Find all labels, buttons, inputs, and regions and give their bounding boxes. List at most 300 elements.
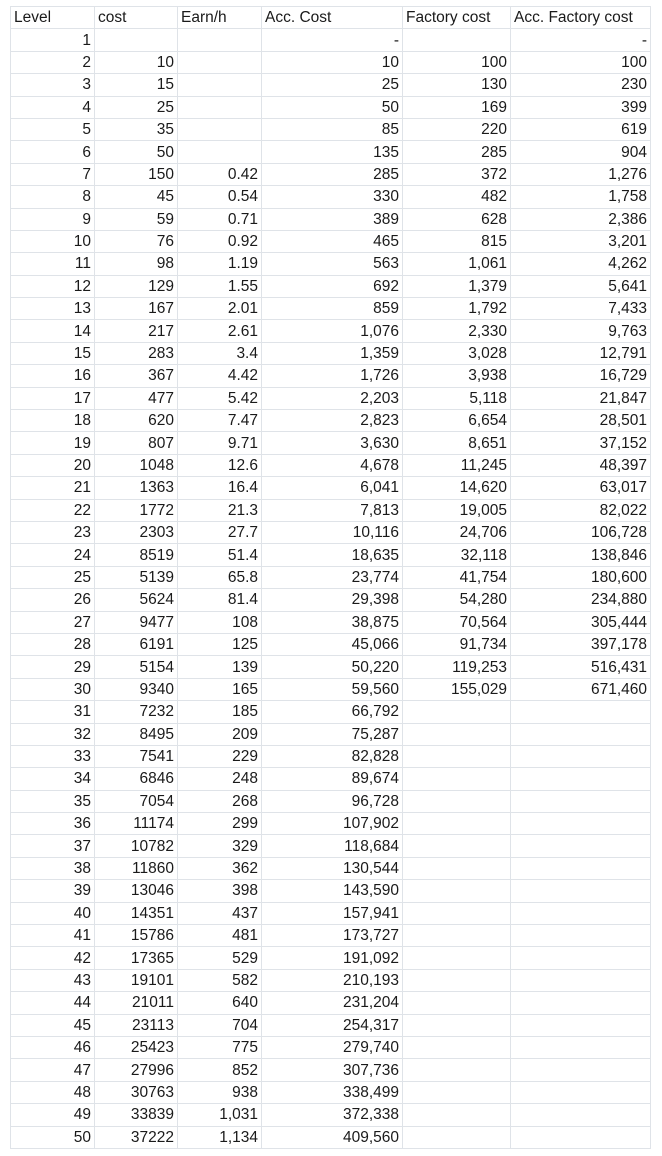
cell-earn-per-hour[interactable]: 27.7: [178, 521, 262, 543]
cell-cost[interactable]: 8519: [95, 544, 178, 566]
cell-earn-per-hour[interactable]: 775: [178, 1036, 262, 1058]
cell-level[interactable]: 47: [11, 1059, 95, 1081]
cell-acc-factory-cost[interactable]: [511, 790, 651, 812]
cell-cost[interactable]: 167: [95, 298, 178, 320]
cell-acc-factory-cost[interactable]: 28,501: [511, 410, 651, 432]
cell-level[interactable]: 17: [11, 387, 95, 409]
cell-factory-cost[interactable]: [403, 790, 511, 812]
cell-acc-cost[interactable]: -: [262, 29, 403, 51]
cell-factory-cost[interactable]: [403, 29, 511, 51]
cell-level[interactable]: 42: [11, 947, 95, 969]
cell-acc-factory-cost[interactable]: [511, 813, 651, 835]
cell-acc-cost[interactable]: 50,220: [262, 656, 403, 678]
cell-factory-cost[interactable]: [403, 768, 511, 790]
cell-acc-cost[interactable]: 7,813: [262, 499, 403, 521]
cell-level[interactable]: 32: [11, 723, 95, 745]
cell-earn-per-hour[interactable]: 12.6: [178, 454, 262, 476]
cell-earn-per-hour[interactable]: 640: [178, 992, 262, 1014]
cell-level[interactable]: 27: [11, 611, 95, 633]
cell-acc-cost[interactable]: 859: [262, 298, 403, 320]
cell-earn-per-hour[interactable]: 0.71: [178, 208, 262, 230]
cell-cost[interactable]: 8495: [95, 723, 178, 745]
cell-acc-cost[interactable]: 89,674: [262, 768, 403, 790]
cell-level[interactable]: 12: [11, 275, 95, 297]
cell-cost[interactable]: 1048: [95, 454, 178, 476]
cell-factory-cost[interactable]: 41,754: [403, 566, 511, 588]
cell-acc-factory-cost[interactable]: [511, 1104, 651, 1126]
cell-acc-cost[interactable]: 231,204: [262, 992, 403, 1014]
cell-earn-per-hour[interactable]: 1.55: [178, 275, 262, 297]
cell-factory-cost[interactable]: 6,654: [403, 410, 511, 432]
cell-level[interactable]: 49: [11, 1104, 95, 1126]
cell-earn-per-hour[interactable]: 229: [178, 745, 262, 767]
cell-level[interactable]: 40: [11, 902, 95, 924]
cell-acc-factory-cost[interactable]: 516,431: [511, 656, 651, 678]
cell-acc-cost[interactable]: 45,066: [262, 633, 403, 655]
cell-cost[interactable]: 17365: [95, 947, 178, 969]
cell-cost[interactable]: 45: [95, 186, 178, 208]
cell-acc-cost[interactable]: 692: [262, 275, 403, 297]
cell-acc-factory-cost[interactable]: [511, 925, 651, 947]
cell-cost[interactable]: 37222: [95, 1126, 178, 1148]
cell-acc-cost[interactable]: 210,193: [262, 969, 403, 991]
cell-level[interactable]: 45: [11, 1014, 95, 1036]
cell-earn-per-hour[interactable]: 248: [178, 768, 262, 790]
cell-acc-factory-cost[interactable]: [511, 1059, 651, 1081]
cell-acc-factory-cost[interactable]: 7,433: [511, 298, 651, 320]
cell-acc-cost[interactable]: 1,359: [262, 342, 403, 364]
cell-earn-per-hour[interactable]: 2.01: [178, 298, 262, 320]
cell-cost[interactable]: 19101: [95, 969, 178, 991]
cell-cost[interactable]: 7232: [95, 701, 178, 723]
cell-cost[interactable]: 5624: [95, 589, 178, 611]
header-acc-cost[interactable]: Acc. Cost: [262, 7, 403, 29]
cell-earn-per-hour[interactable]: 16.4: [178, 477, 262, 499]
cell-acc-factory-cost[interactable]: 3,201: [511, 230, 651, 252]
cell-earn-per-hour[interactable]: 299: [178, 813, 262, 835]
cell-cost[interactable]: 129: [95, 275, 178, 297]
cell-acc-cost[interactable]: 75,287: [262, 723, 403, 745]
cell-acc-factory-cost[interactable]: 100: [511, 51, 651, 73]
cell-cost[interactable]: 21011: [95, 992, 178, 1014]
cell-acc-factory-cost[interactable]: 21,847: [511, 387, 651, 409]
cell-factory-cost[interactable]: 119,253: [403, 656, 511, 678]
cell-earn-per-hour[interactable]: [178, 141, 262, 163]
cell-cost[interactable]: 807: [95, 432, 178, 454]
cell-acc-factory-cost[interactable]: [511, 1014, 651, 1036]
cell-acc-cost[interactable]: 85: [262, 118, 403, 140]
cell-cost[interactable]: 35: [95, 118, 178, 140]
cell-acc-factory-cost[interactable]: [511, 1081, 651, 1103]
cell-acc-cost[interactable]: 254,317: [262, 1014, 403, 1036]
cell-acc-factory-cost[interactable]: [511, 723, 651, 745]
cell-acc-factory-cost[interactable]: 1,758: [511, 186, 651, 208]
cell-factory-cost[interactable]: [403, 902, 511, 924]
cell-factory-cost[interactable]: 169: [403, 96, 511, 118]
cell-factory-cost[interactable]: [403, 1126, 511, 1148]
cell-acc-factory-cost[interactable]: 1,276: [511, 163, 651, 185]
cell-level[interactable]: 13: [11, 298, 95, 320]
cell-earn-per-hour[interactable]: 165: [178, 678, 262, 700]
cell-acc-cost[interactable]: 409,560: [262, 1126, 403, 1148]
cell-earn-per-hour[interactable]: [178, 29, 262, 51]
cell-cost[interactable]: 15: [95, 74, 178, 96]
cell-earn-per-hour[interactable]: 1,134: [178, 1126, 262, 1148]
cell-acc-factory-cost[interactable]: [511, 969, 651, 991]
cell-level[interactable]: 41: [11, 925, 95, 947]
cell-acc-factory-cost[interactable]: [511, 745, 651, 767]
cell-factory-cost[interactable]: [403, 880, 511, 902]
cell-level[interactable]: 48: [11, 1081, 95, 1103]
cell-earn-per-hour[interactable]: 185: [178, 701, 262, 723]
cell-factory-cost[interactable]: 815: [403, 230, 511, 252]
cell-factory-cost[interactable]: [403, 723, 511, 745]
cell-earn-per-hour[interactable]: 268: [178, 790, 262, 812]
cell-acc-cost[interactable]: 285: [262, 163, 403, 185]
cell-acc-cost[interactable]: 465: [262, 230, 403, 252]
cell-level[interactable]: 11: [11, 253, 95, 275]
cell-cost[interactable]: 50: [95, 141, 178, 163]
cell-cost[interactable]: 76: [95, 230, 178, 252]
cell-factory-cost[interactable]: [403, 1036, 511, 1058]
cell-level[interactable]: 26: [11, 589, 95, 611]
cell-level[interactable]: 6: [11, 141, 95, 163]
cell-acc-cost[interactable]: 330: [262, 186, 403, 208]
cell-factory-cost[interactable]: [403, 1059, 511, 1081]
cell-level[interactable]: 36: [11, 813, 95, 835]
cell-factory-cost[interactable]: [403, 947, 511, 969]
cell-factory-cost[interactable]: [403, 835, 511, 857]
cell-earn-per-hour[interactable]: 3.4: [178, 342, 262, 364]
cell-acc-cost[interactable]: 29,398: [262, 589, 403, 611]
cell-level[interactable]: 33: [11, 745, 95, 767]
cell-acc-cost[interactable]: 338,499: [262, 1081, 403, 1103]
cell-acc-factory-cost[interactable]: 305,444: [511, 611, 651, 633]
cell-level[interactable]: 3: [11, 74, 95, 96]
cell-factory-cost[interactable]: 1,061: [403, 253, 511, 275]
cell-level[interactable]: 50: [11, 1126, 95, 1148]
cell-acc-factory-cost[interactable]: 230: [511, 74, 651, 96]
cell-factory-cost[interactable]: 70,564: [403, 611, 511, 633]
cell-acc-cost[interactable]: 563: [262, 253, 403, 275]
cell-cost[interactable]: 1772: [95, 499, 178, 521]
cell-earn-per-hour[interactable]: 209: [178, 723, 262, 745]
cell-acc-cost[interactable]: 1,076: [262, 320, 403, 342]
cell-earn-per-hour[interactable]: 398: [178, 880, 262, 902]
cell-cost[interactable]: 6846: [95, 768, 178, 790]
cell-level[interactable]: 18: [11, 410, 95, 432]
cell-factory-cost[interactable]: 32,118: [403, 544, 511, 566]
cell-acc-cost[interactable]: 1,726: [262, 365, 403, 387]
cell-factory-cost[interactable]: 1,792: [403, 298, 511, 320]
cell-cost[interactable]: 9340: [95, 678, 178, 700]
cell-level[interactable]: 8: [11, 186, 95, 208]
cell-acc-cost[interactable]: 38,875: [262, 611, 403, 633]
cell-cost[interactable]: [95, 29, 178, 51]
cell-acc-factory-cost[interactable]: [511, 880, 651, 902]
cell-level[interactable]: 34: [11, 768, 95, 790]
cell-acc-cost[interactable]: 10: [262, 51, 403, 73]
cell-acc-factory-cost[interactable]: [511, 835, 651, 857]
cell-acc-factory-cost[interactable]: 48,397: [511, 454, 651, 476]
cell-level[interactable]: 39: [11, 880, 95, 902]
cell-acc-cost[interactable]: 10,116: [262, 521, 403, 543]
cell-level[interactable]: 1: [11, 29, 95, 51]
header-earn-per-hour[interactable]: Earn/h: [178, 7, 262, 29]
cell-earn-per-hour[interactable]: 529: [178, 947, 262, 969]
cell-factory-cost[interactable]: 1,379: [403, 275, 511, 297]
cell-factory-cost[interactable]: [403, 925, 511, 947]
cell-factory-cost[interactable]: 628: [403, 208, 511, 230]
cell-cost[interactable]: 10782: [95, 835, 178, 857]
cell-factory-cost[interactable]: 5,118: [403, 387, 511, 409]
cell-acc-factory-cost[interactable]: [511, 902, 651, 924]
cell-earn-per-hour[interactable]: 21.3: [178, 499, 262, 521]
cell-acc-factory-cost[interactable]: [511, 768, 651, 790]
cell-factory-cost[interactable]: [403, 1104, 511, 1126]
cell-earn-per-hour[interactable]: [178, 74, 262, 96]
cell-earn-per-hour[interactable]: 139: [178, 656, 262, 678]
cell-earn-per-hour[interactable]: 0.54: [178, 186, 262, 208]
cell-acc-cost[interactable]: 157,941: [262, 902, 403, 924]
cell-cost[interactable]: 23113: [95, 1014, 178, 1036]
cell-earn-per-hour[interactable]: 852: [178, 1059, 262, 1081]
cell-acc-factory-cost[interactable]: 4,262: [511, 253, 651, 275]
cell-factory-cost[interactable]: 24,706: [403, 521, 511, 543]
cell-factory-cost[interactable]: [403, 745, 511, 767]
cell-cost[interactable]: 11174: [95, 813, 178, 835]
header-level[interactable]: Level: [11, 7, 95, 29]
cell-earn-per-hour[interactable]: 51.4: [178, 544, 262, 566]
cell-acc-cost[interactable]: 279,740: [262, 1036, 403, 1058]
cell-earn-per-hour[interactable]: 938: [178, 1081, 262, 1103]
cell-factory-cost[interactable]: [403, 1081, 511, 1103]
cell-acc-factory-cost[interactable]: 82,022: [511, 499, 651, 521]
cell-level[interactable]: 37: [11, 835, 95, 857]
cell-factory-cost[interactable]: 19,005: [403, 499, 511, 521]
cell-factory-cost[interactable]: [403, 701, 511, 723]
cell-level[interactable]: 14: [11, 320, 95, 342]
cell-factory-cost[interactable]: 100: [403, 51, 511, 73]
cell-acc-cost[interactable]: 82,828: [262, 745, 403, 767]
cell-acc-cost[interactable]: 191,092: [262, 947, 403, 969]
cell-acc-cost[interactable]: 3,630: [262, 432, 403, 454]
cell-level[interactable]: 20: [11, 454, 95, 476]
cell-acc-factory-cost[interactable]: 63,017: [511, 477, 651, 499]
cell-factory-cost[interactable]: [403, 1014, 511, 1036]
cell-earn-per-hour[interactable]: 7.47: [178, 410, 262, 432]
cell-level[interactable]: 43: [11, 969, 95, 991]
cell-factory-cost[interactable]: 91,734: [403, 633, 511, 655]
cell-factory-cost[interactable]: 130: [403, 74, 511, 96]
cell-cost[interactable]: 2303: [95, 521, 178, 543]
cell-level[interactable]: 16: [11, 365, 95, 387]
cell-acc-factory-cost[interactable]: [511, 1036, 651, 1058]
cell-earn-per-hour[interactable]: 329: [178, 835, 262, 857]
cell-factory-cost[interactable]: 8,651: [403, 432, 511, 454]
header-cost[interactable]: cost: [95, 7, 178, 29]
cell-acc-factory-cost[interactable]: 5,641: [511, 275, 651, 297]
cell-factory-cost[interactable]: [403, 992, 511, 1014]
cell-cost[interactable]: 5154: [95, 656, 178, 678]
cell-cost[interactable]: 367: [95, 365, 178, 387]
cell-cost[interactable]: 7541: [95, 745, 178, 767]
cell-acc-cost[interactable]: 118,684: [262, 835, 403, 857]
cell-acc-cost[interactable]: 143,590: [262, 880, 403, 902]
cell-earn-per-hour[interactable]: 2.61: [178, 320, 262, 342]
cell-acc-factory-cost[interactable]: 671,460: [511, 678, 651, 700]
cell-acc-cost[interactable]: 135: [262, 141, 403, 163]
cell-acc-factory-cost[interactable]: 106,728: [511, 521, 651, 543]
cell-cost[interactable]: 217: [95, 320, 178, 342]
cell-acc-cost[interactable]: 18,635: [262, 544, 403, 566]
cell-acc-factory-cost[interactable]: 399: [511, 96, 651, 118]
cell-acc-factory-cost[interactable]: [511, 701, 651, 723]
cell-earn-per-hour[interactable]: 582: [178, 969, 262, 991]
cell-cost[interactable]: 6191: [95, 633, 178, 655]
cell-acc-cost[interactable]: 59,560: [262, 678, 403, 700]
cell-acc-factory-cost[interactable]: [511, 992, 651, 1014]
cell-level[interactable]: 21: [11, 477, 95, 499]
cell-earn-per-hour[interactable]: 4.42: [178, 365, 262, 387]
cell-earn-per-hour[interactable]: 0.92: [178, 230, 262, 252]
cell-level[interactable]: 2: [11, 51, 95, 73]
cell-acc-factory-cost[interactable]: [511, 1126, 651, 1148]
cell-earn-per-hour[interactable]: 1,031: [178, 1104, 262, 1126]
cell-cost[interactable]: 150: [95, 163, 178, 185]
cell-cost[interactable]: 33839: [95, 1104, 178, 1126]
cell-acc-factory-cost[interactable]: 180,600: [511, 566, 651, 588]
cell-earn-per-hour[interactable]: 108: [178, 611, 262, 633]
cell-acc-cost[interactable]: 25: [262, 74, 403, 96]
cell-factory-cost[interactable]: 285: [403, 141, 511, 163]
cell-factory-cost[interactable]: 482: [403, 186, 511, 208]
cell-factory-cost[interactable]: 220: [403, 118, 511, 140]
cell-cost[interactable]: 11860: [95, 857, 178, 879]
cell-acc-cost[interactable]: 23,774: [262, 566, 403, 588]
cell-acc-cost[interactable]: 4,678: [262, 454, 403, 476]
cell-acc-factory-cost[interactable]: 904: [511, 141, 651, 163]
cell-acc-cost[interactable]: 2,823: [262, 410, 403, 432]
cell-level[interactable]: 7: [11, 163, 95, 185]
cell-acc-factory-cost[interactable]: 138,846: [511, 544, 651, 566]
cell-earn-per-hour[interactable]: [178, 118, 262, 140]
cell-earn-per-hour[interactable]: 481: [178, 925, 262, 947]
cell-earn-per-hour[interactable]: 5.42: [178, 387, 262, 409]
cell-earn-per-hour[interactable]: 437: [178, 902, 262, 924]
cell-acc-factory-cost[interactable]: 2,386: [511, 208, 651, 230]
cell-level[interactable]: 15: [11, 342, 95, 364]
cell-level[interactable]: 9: [11, 208, 95, 230]
cell-level[interactable]: 31: [11, 701, 95, 723]
cell-level[interactable]: 29: [11, 656, 95, 678]
cell-cost[interactable]: 14351: [95, 902, 178, 924]
cell-acc-cost[interactable]: 307,736: [262, 1059, 403, 1081]
cell-factory-cost[interactable]: 3,028: [403, 342, 511, 364]
header-factory-cost[interactable]: Factory cost: [403, 7, 511, 29]
cell-level[interactable]: 24: [11, 544, 95, 566]
cell-earn-per-hour[interactable]: 362: [178, 857, 262, 879]
cell-cost[interactable]: 477: [95, 387, 178, 409]
cell-factory-cost[interactable]: 372: [403, 163, 511, 185]
cell-cost[interactable]: 5139: [95, 566, 178, 588]
cell-cost[interactable]: 13046: [95, 880, 178, 902]
cell-level[interactable]: 4: [11, 96, 95, 118]
cell-cost[interactable]: 7054: [95, 790, 178, 812]
cell-level[interactable]: 44: [11, 992, 95, 1014]
cell-earn-per-hour[interactable]: 704: [178, 1014, 262, 1036]
cell-factory-cost[interactable]: 14,620: [403, 477, 511, 499]
cell-acc-factory-cost[interactable]: 9,763: [511, 320, 651, 342]
cell-cost[interactable]: 30763: [95, 1081, 178, 1103]
header-acc-factory-cost[interactable]: Acc. Factory cost: [511, 7, 651, 29]
cell-level[interactable]: 22: [11, 499, 95, 521]
cell-earn-per-hour[interactable]: 0.42: [178, 163, 262, 185]
cell-acc-factory-cost[interactable]: [511, 857, 651, 879]
cell-cost[interactable]: 98: [95, 253, 178, 275]
cell-earn-per-hour[interactable]: [178, 96, 262, 118]
cell-acc-cost[interactable]: 173,727: [262, 925, 403, 947]
cell-acc-cost[interactable]: 2,203: [262, 387, 403, 409]
cell-level[interactable]: 10: [11, 230, 95, 252]
cell-factory-cost[interactable]: 155,029: [403, 678, 511, 700]
cell-factory-cost[interactable]: [403, 857, 511, 879]
cell-earn-per-hour[interactable]: [178, 51, 262, 73]
cell-level[interactable]: 19: [11, 432, 95, 454]
cell-acc-factory-cost[interactable]: 397,178: [511, 633, 651, 655]
cell-acc-factory-cost[interactable]: -: [511, 29, 651, 51]
cell-acc-cost[interactable]: 107,902: [262, 813, 403, 835]
cell-earn-per-hour[interactable]: 65.8: [178, 566, 262, 588]
cell-acc-cost[interactable]: 96,728: [262, 790, 403, 812]
cell-acc-factory-cost[interactable]: [511, 947, 651, 969]
cell-level[interactable]: 46: [11, 1036, 95, 1058]
cell-acc-cost[interactable]: 389: [262, 208, 403, 230]
cell-acc-factory-cost[interactable]: 16,729: [511, 365, 651, 387]
cell-cost[interactable]: 59: [95, 208, 178, 230]
cell-earn-per-hour[interactable]: 81.4: [178, 589, 262, 611]
cell-acc-factory-cost[interactable]: 37,152: [511, 432, 651, 454]
cell-acc-factory-cost[interactable]: 234,880: [511, 589, 651, 611]
cell-factory-cost[interactable]: 54,280: [403, 589, 511, 611]
cell-level[interactable]: 35: [11, 790, 95, 812]
cell-acc-cost[interactable]: 50: [262, 96, 403, 118]
cell-cost[interactable]: 25: [95, 96, 178, 118]
cell-acc-cost[interactable]: 6,041: [262, 477, 403, 499]
cell-level[interactable]: 23: [11, 521, 95, 543]
cell-cost[interactable]: 27996: [95, 1059, 178, 1081]
cell-cost[interactable]: 620: [95, 410, 178, 432]
cell-factory-cost[interactable]: [403, 969, 511, 991]
cell-cost[interactable]: 25423: [95, 1036, 178, 1058]
cell-factory-cost[interactable]: [403, 813, 511, 835]
cell-cost[interactable]: 10: [95, 51, 178, 73]
cell-earn-per-hour[interactable]: 9.71: [178, 432, 262, 454]
cell-cost[interactable]: 9477: [95, 611, 178, 633]
cell-level[interactable]: 30: [11, 678, 95, 700]
cell-earn-per-hour[interactable]: 125: [178, 633, 262, 655]
cell-acc-cost[interactable]: 372,338: [262, 1104, 403, 1126]
cell-cost[interactable]: 1363: [95, 477, 178, 499]
cell-level[interactable]: 28: [11, 633, 95, 655]
cell-level[interactable]: 38: [11, 857, 95, 879]
cell-acc-factory-cost[interactable]: 12,791: [511, 342, 651, 364]
cell-level[interactable]: 25: [11, 566, 95, 588]
cell-acc-cost[interactable]: 66,792: [262, 701, 403, 723]
cell-cost[interactable]: 283: [95, 342, 178, 364]
cell-earn-per-hour[interactable]: 1.19: [178, 253, 262, 275]
cell-level[interactable]: 5: [11, 118, 95, 140]
